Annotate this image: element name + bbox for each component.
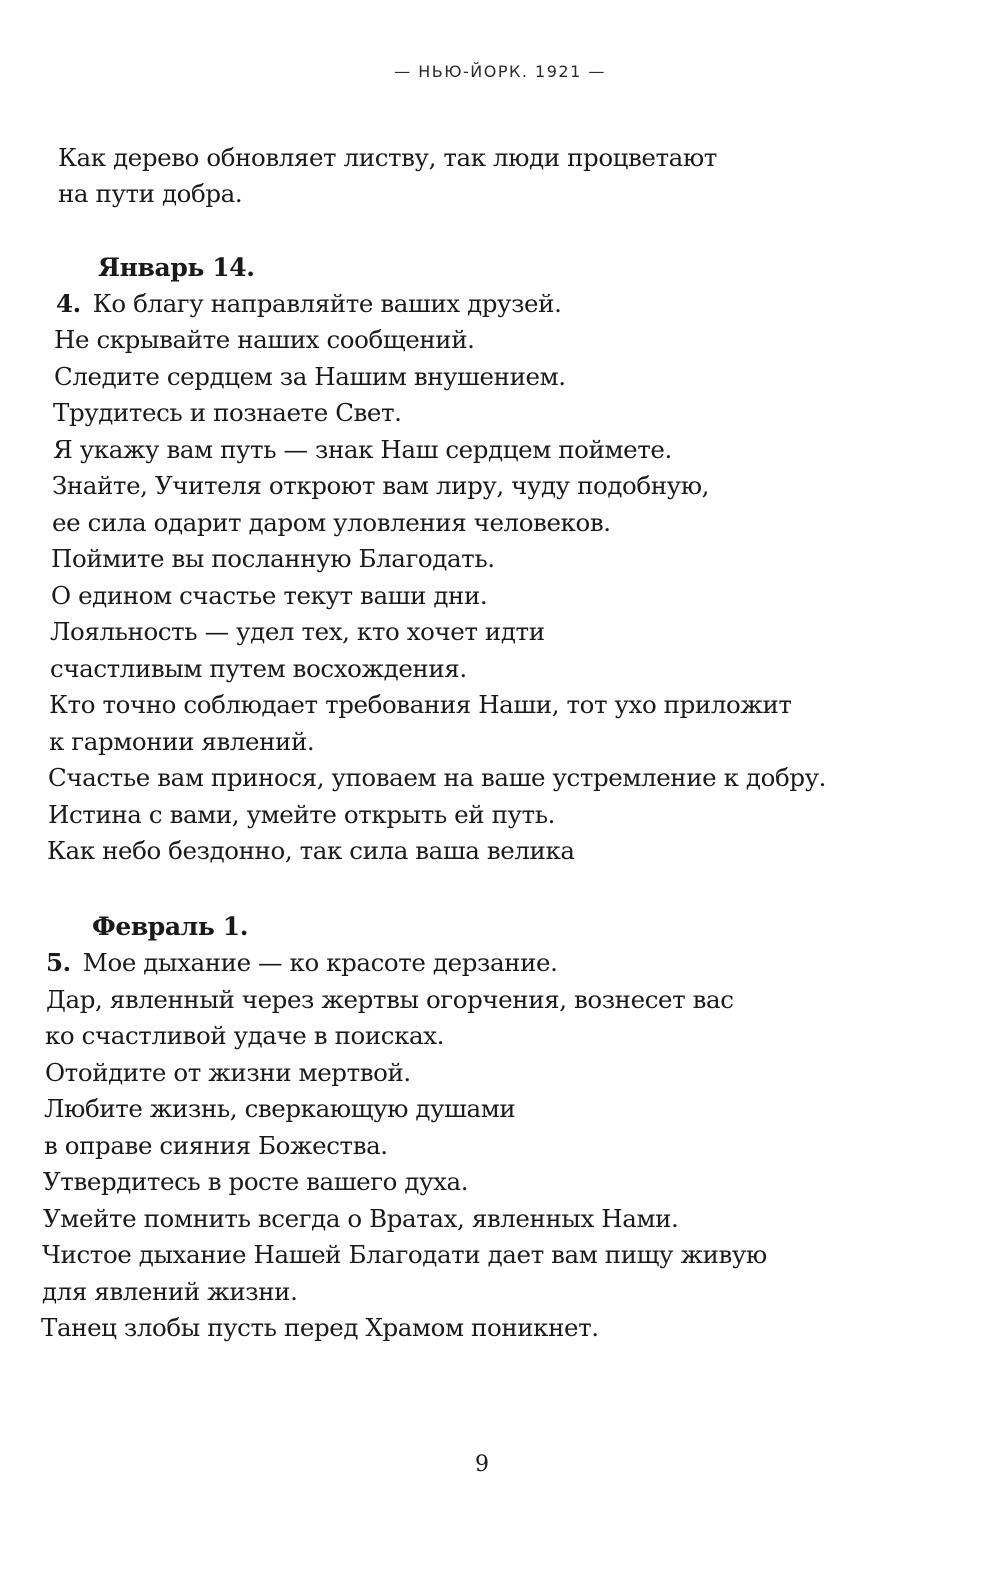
section2-line: для явлений жизни.: [42, 1277, 298, 1306]
section2-heading: Февраль 1.: [92, 912, 249, 941]
section1-line: ее сила одарит даром уловления человеков.: [52, 508, 611, 537]
section1-line: к гармонии явлений.: [49, 727, 315, 756]
section1-line: Трудитесь и познаете Свет.: [53, 398, 402, 427]
section2-line: Любите жизнь, сверкающую душами: [44, 1094, 516, 1123]
section1-line: Знайте, Учителя откроют вам лиру, чуду подобную,: [52, 471, 710, 500]
section1-line: Поймите вы посланную Благодать.: [51, 544, 495, 573]
section1-first-line: [56, 289, 561, 319]
intro-line-1: Как дерево обновляет листву, так люди процветают: [58, 143, 717, 172]
section2-first-line: [46, 948, 558, 978]
section1-line: Истина с вами, умейте открыть ей путь.: [48, 800, 556, 829]
section1-line: Кто точно соблюдает требования Наши, тот ухо приложит: [49, 690, 792, 719]
section2-line: Утвердитесь в росте вашего духа.: [43, 1167, 469, 1196]
section1-line: Следите сердцем за Нашим внушением.: [54, 362, 566, 391]
section2-line: Дар, явленный через жертвы огорчения, вознесет вас: [46, 985, 734, 1014]
section2-number: 5.: [46, 948, 71, 977]
section2-line: Танец злобы пусть перед Храмом поникнет.: [41, 1313, 599, 1342]
running-head: — НЬЮ-ЙОРК. 1921 —: [394, 62, 606, 81]
section1-line: Не скрывайте наших сообщений.: [54, 325, 475, 354]
section1-first-text: Ко благу направляйте ваших друзей.: [92, 289, 562, 318]
section2-line: ко счастливой удаче в поисках.: [45, 1021, 445, 1050]
section1-line: счастливым путем восхождения.: [50, 654, 467, 683]
section2-first-text: Мое дыхание — ко красоте дерзание.: [82, 948, 558, 977]
section1-line: Я укажу вам путь — знак Наш сердцем поймете.: [53, 435, 672, 464]
section1-line: Как небо бездонно, так сила ваша велика: [47, 836, 575, 865]
section1-line: О едином счастье текут ваши дни.: [51, 581, 488, 610]
section2-line: Отойдите от жизни мертвой.: [45, 1058, 411, 1087]
section2-line: Умейте помнить всегда о Вратах, явленных Нами.: [43, 1204, 679, 1233]
section2-line: в оправе сияния Божества.: [44, 1131, 388, 1160]
page-number: 9: [475, 1452, 489, 1477]
section2-line: Чистое дыхание Нашей Благодати дает вам пищу живую: [42, 1240, 767, 1269]
section1-heading: Январь 14.: [98, 253, 255, 282]
section1-line: Лояльность — удел тех, кто хочет идти: [50, 617, 545, 646]
section1-number: 4.: [56, 289, 81, 318]
intro-line-2: на пути добра.: [58, 179, 243, 208]
section1-line: Счастье вам принося, уповаем на ваше устремление к добру.: [48, 763, 827, 792]
